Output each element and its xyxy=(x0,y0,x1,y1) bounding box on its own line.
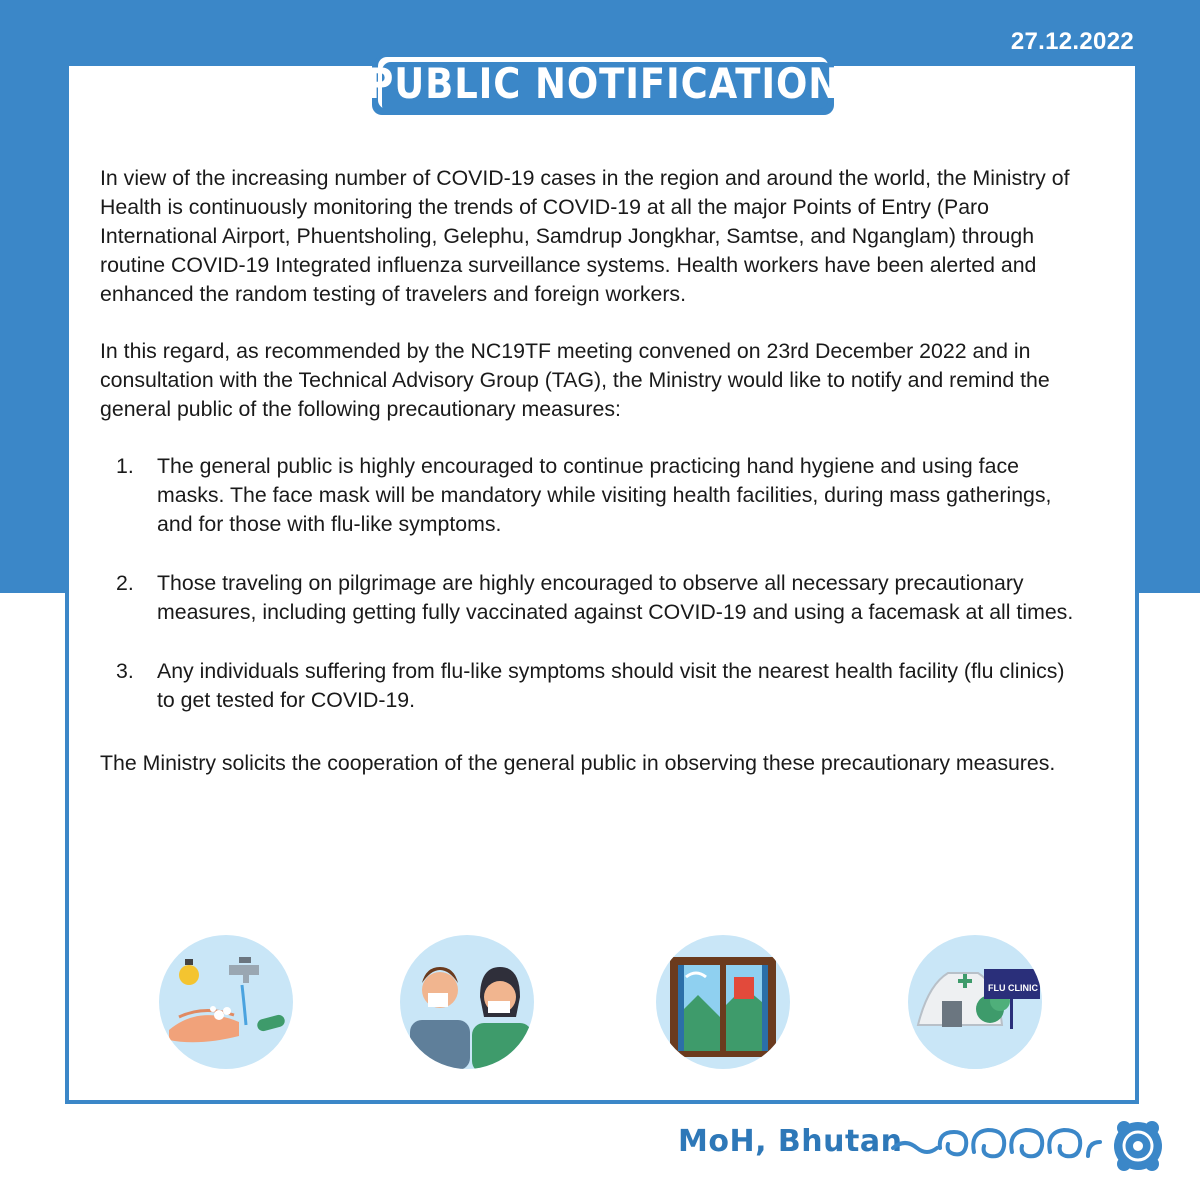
footer-signature: MoH, Bhutan xyxy=(678,1124,903,1159)
flu-clinic-sign: FLU CLINIC xyxy=(988,983,1038,993)
list-item xyxy=(100,569,1100,627)
notice-body xyxy=(100,164,1100,806)
flu-clinic-icon xyxy=(908,935,1042,1069)
list-text: Those traveling on pilgrimage are highly encouraged to observe all necessary precautionary measures, including getting fully vaccinated against COVID-19 and using a facemask at all times. xyxy=(157,571,1074,624)
list-text: Any individuals suffering from flu-like symptoms should visit the nearest health facility (flu clinics) to get tested for COVID-19. xyxy=(157,659,1065,712)
illustration-row xyxy=(159,935,1039,1075)
regard-paragraph: In this regard, as recommended by the NC19TF meeting convened on 23rd December 2022 and in consultation with the Technical Advisory Group (TAG), the Ministry would like to notify and remind the general public of the following precautionary measures: xyxy=(100,339,1050,421)
list-text: The general public is highly encouraged to continue practicing hand hygiene and using face masks. The face mask will be mandatory while visiting health facilities, during mass gatherings, and for those with flu-like symptoms. xyxy=(157,454,1052,536)
list-number: 2. xyxy=(116,571,134,595)
closing-paragraph: The Ministry solicits the cooperation of the general public in observing these precautionary measures. xyxy=(100,751,1056,775)
hand-washing-icon xyxy=(159,935,293,1069)
list-number: 1. xyxy=(116,454,134,478)
notice-date: 27.12.2022 xyxy=(1010,28,1134,55)
open-windows-icon xyxy=(656,935,790,1069)
list-number: 3. xyxy=(116,659,134,683)
list-item xyxy=(100,452,1100,539)
measures-list xyxy=(100,452,1100,715)
intro-paragraph: In view of the increasing number of COVID-19 cases in the region and around the world, the Ministry of Health is continuously monitoring the trends of COVID-19 at all the major Points of Entry (Paro International Airport, Phuentsholing, Gelephu, Samdrup Jongkhar, Samtse, and Nganglam) through routine COVID-19 Integrated influenza surveillance systems. Health workers have been alerted and enhanced the random testing of travelers and foreign workers. xyxy=(100,166,1070,306)
page-title: PUBLIC NOTIFICATION xyxy=(366,58,840,108)
sick-people-icon xyxy=(400,935,534,1069)
title-banner-inner xyxy=(366,57,840,109)
cloud-ornament-icon xyxy=(888,1116,1178,1176)
list-item xyxy=(100,657,1100,715)
